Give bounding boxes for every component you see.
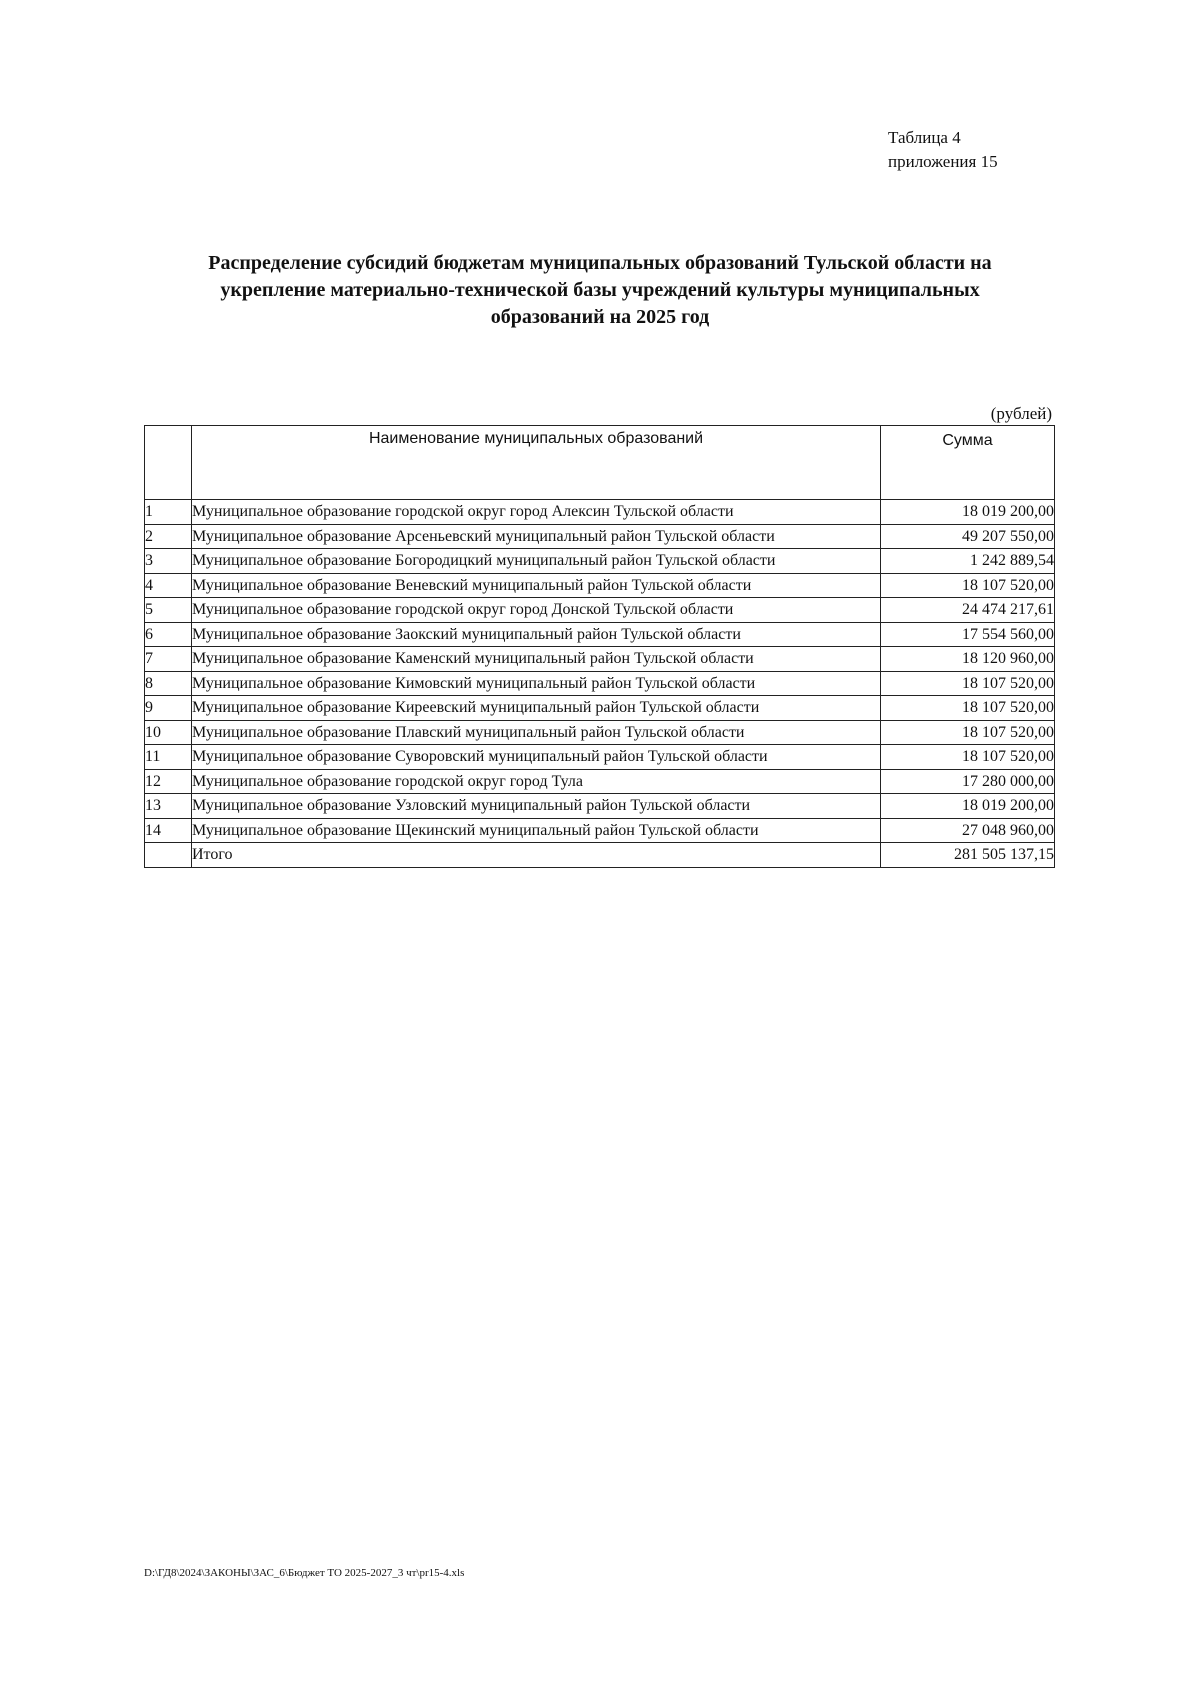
- table-row: [145, 573, 1055, 598]
- table-row: [145, 647, 1055, 672]
- total-row: [145, 843, 1055, 868]
- amount-cell: 18 019 200,00: [881, 500, 1055, 525]
- title-line-2: укрепление материально-технической базы учреждений культуры муниципальных: [220, 279, 980, 301]
- table-row: [145, 818, 1055, 843]
- table-number-label: Таблица 4: [888, 128, 961, 147]
- file-path-footer: D:\ГД8\2024\ЗАКОНЫ\ЗАС_6\Бюджет ТО 2025-2027_3 чт\pr15-4.xls: [144, 1567, 465, 1579]
- amount-cell: 18 107 520,00: [881, 696, 1055, 721]
- table-row: [145, 745, 1055, 770]
- header-sum-label: Сумма: [942, 432, 993, 449]
- units-label: (рублей): [990, 404, 1052, 423]
- amount-cell: 17 554 560,00: [881, 622, 1055, 647]
- table-reference: [888, 126, 998, 174]
- header-name-cell: [192, 426, 881, 500]
- row-number-cell: 5: [145, 598, 192, 623]
- row-number-cell: 1: [145, 500, 192, 525]
- amount-cell: 18 107 520,00: [881, 720, 1055, 745]
- header-name-label: Наименование муниципальных образований: [368, 430, 704, 447]
- municipality-name-cell: Муниципальное образование Суворовский муниципальный район Тульской области: [192, 745, 881, 770]
- amount-cell: 1 242 889,54: [881, 549, 1055, 574]
- amount-cell: 27 048 960,00: [881, 818, 1055, 843]
- municipality-name-cell: Муниципальное образование городской округ город Алексин Тульской области: [192, 500, 881, 525]
- table-row: [145, 622, 1055, 647]
- municipality-name-cell: Муниципальное образование Щекинский муниципальный район Тульской области: [192, 818, 881, 843]
- table-row: [145, 671, 1055, 696]
- table-body: [145, 500, 1055, 843]
- title-line-3: образований на 2025 год: [490, 306, 710, 328]
- municipality-name-cell: Муниципальное образование Арсеньевский муниципальный район Тульской области: [192, 524, 881, 549]
- municipality-name-cell: Муниципальное образование Каменский муниципальный район Тульской области: [192, 647, 881, 672]
- amount-cell: 18 107 520,00: [881, 573, 1055, 598]
- total-num-cell: [145, 843, 192, 868]
- document-title: [150, 250, 1050, 331]
- row-number-cell: 12: [145, 769, 192, 794]
- municipality-name-cell: Муниципальное образование Киреевский муниципальный район Тульской области: [192, 696, 881, 721]
- table-row: [145, 549, 1055, 574]
- table-row: [145, 524, 1055, 549]
- municipality-name-cell: Муниципальное образование городской округ город Тула: [192, 769, 881, 794]
- municipality-name-cell: Муниципальное образование Плавский муниципальный район Тульской области: [192, 720, 881, 745]
- table-row: [145, 696, 1055, 721]
- municipality-name-cell: Муниципальное образование Кимовский муниципальный район Тульской области: [192, 671, 881, 696]
- row-number-cell: 3: [145, 549, 192, 574]
- row-number-cell: 14: [145, 818, 192, 843]
- amount-cell: 18 120 960,00: [881, 647, 1055, 672]
- municipality-name-cell: Муниципальное образование Веневский муниципальный район Тульской области: [192, 573, 881, 598]
- row-number-cell: 6: [145, 622, 192, 647]
- municipality-name-cell: Муниципальное образование городской округ город Донской Тульской области: [192, 598, 881, 623]
- row-number-cell: 13: [145, 794, 192, 819]
- row-number-cell: 8: [145, 671, 192, 696]
- amount-cell: 18 107 520,00: [881, 745, 1055, 770]
- amount-cell: 18 019 200,00: [881, 794, 1055, 819]
- row-number-cell: 10: [145, 720, 192, 745]
- appendix-label: приложения 15: [888, 152, 998, 171]
- table-header-row: [145, 426, 1055, 500]
- amount-cell: 18 107 520,00: [881, 671, 1055, 696]
- table-row: [145, 794, 1055, 819]
- table-row: [145, 769, 1055, 794]
- row-number-cell: 7: [145, 647, 192, 672]
- row-number-cell: 9: [145, 696, 192, 721]
- municipality-name-cell: Муниципальное образование Заокский муниципальный район Тульской области: [192, 622, 881, 647]
- row-number-cell: 2: [145, 524, 192, 549]
- amount-cell: 24 474 217,61: [881, 598, 1055, 623]
- table-row: [145, 500, 1055, 525]
- amount-cell: 49 207 550,00: [881, 524, 1055, 549]
- table-row: [145, 598, 1055, 623]
- title-line-1: Распределение субсидий бюджетам муниципальных образований Тульской области на: [208, 252, 992, 274]
- total-label-cell: Итого: [192, 843, 881, 868]
- total-amount-cell: 281 505 137,15: [881, 843, 1055, 868]
- table-row: [145, 720, 1055, 745]
- distribution-table: [144, 425, 1055, 868]
- municipality-name-cell: Муниципальное образование Узловский муниципальный район Тульской области: [192, 794, 881, 819]
- header-num-cell: [145, 426, 192, 500]
- row-number-cell: 4: [145, 573, 192, 598]
- header-sum-cell: [881, 426, 1055, 500]
- row-number-cell: 11: [145, 745, 192, 770]
- municipality-name-cell: Муниципальное образование Богородицкий муниципальный район Тульской области: [192, 549, 881, 574]
- amount-cell: 17 280 000,00: [881, 769, 1055, 794]
